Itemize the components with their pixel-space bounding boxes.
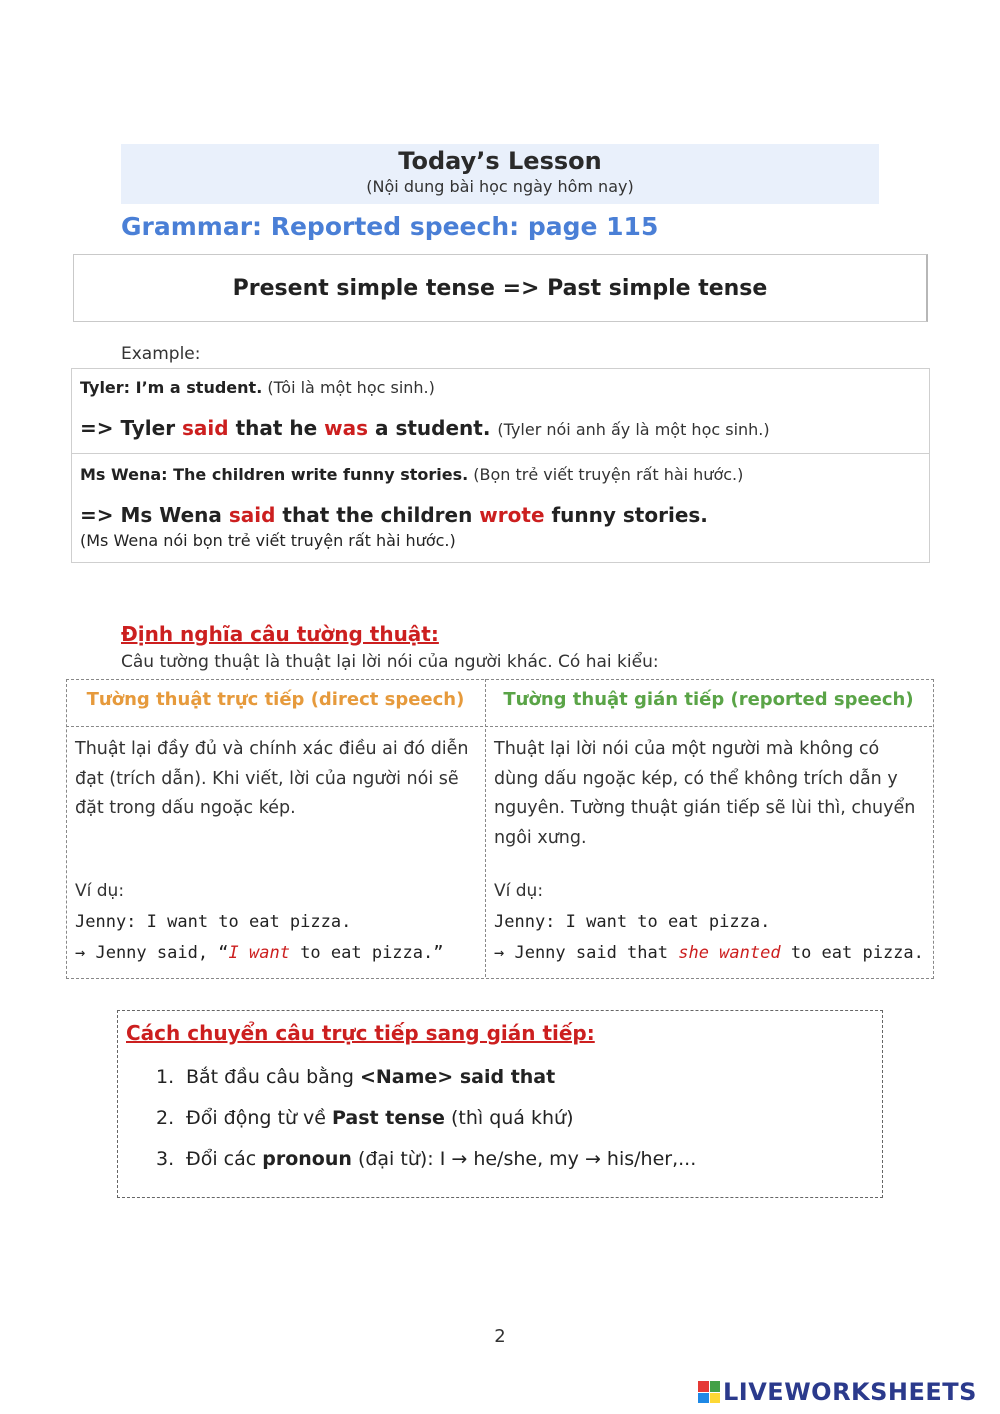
reported-speech-description: Thuật lại lời nói của một người mà không có dùng dấu ngoặc kép, có thể không trích dẫn y nguyên. Tường thuật gián tiếp sẽ lùi thì, chuyển ngôi xưng. — [494, 739, 916, 848]
tense-rule: Present simple tense => Past simple tense — [232, 275, 768, 301]
example-direct-quote: Tyler: I’m a student. — [80, 378, 263, 397]
step-number: 3. — [156, 1148, 175, 1170]
example-text: to eat pizza. — [780, 943, 924, 963]
example-reported-text: that he — [228, 416, 325, 440]
step-text: (đại từ): I → he/she, my → his/her,... — [351, 1148, 697, 1170]
definition-intro: Câu tường thuật là thuật lại lời nói của người khác. Có hai kiểu: — [121, 652, 659, 672]
example-reported-note: (Tyler nói anh ấy là một học sinh.) — [497, 420, 770, 439]
brand-name: LIVEWORKSHEETS — [723, 1378, 977, 1406]
step-keyword: Past tense — [332, 1107, 445, 1129]
brand-icon — [698, 1381, 720, 1403]
step-keyword: <Name> said that — [359, 1066, 556, 1088]
example-label: Example: — [121, 344, 201, 364]
example-text: → Jenny said that — [494, 943, 679, 963]
step-item — [156, 1066, 555, 1088]
example-reported-text: funny stories. — [544, 503, 708, 527]
step-text: (thì quá khứ) — [444, 1107, 574, 1129]
reported-speech-header: Tường thuật gián tiếp (reported speech) — [503, 689, 914, 710]
highlight-word: wrote — [479, 503, 545, 527]
example-text: to eat pizza.” — [289, 943, 444, 963]
example-reported — [80, 500, 921, 530]
reported-example-label: Ví dụ: — [494, 881, 544, 901]
direct-example-label: Ví dụ: — [75, 881, 125, 901]
highlight-word: was — [324, 416, 369, 440]
direct-example-result — [75, 943, 443, 963]
tense-rule-box — [73, 254, 928, 322]
example-reported-note: (Ms Wena nói bọn trẻ viết truyện rất hài hước.) — [80, 531, 456, 550]
example-text: → Jenny said, “ — [75, 943, 229, 963]
example-row — [72, 369, 929, 454]
step-number: 2. — [156, 1107, 175, 1129]
example-direct-note: (Tôi là một học sinh.) — [267, 378, 435, 397]
example-row — [72, 454, 929, 562]
example-reported — [80, 413, 921, 445]
direct-example-line: Jenny: I want to eat pizza. — [75, 912, 352, 932]
highlight-word: said — [228, 503, 276, 527]
page-number: 2 — [494, 1326, 506, 1347]
highlight-word: said — [182, 416, 229, 440]
example-reported-text: that the children — [275, 503, 480, 527]
liveworksheets-logo — [698, 1378, 977, 1406]
lesson-title: Today’s Lesson — [398, 147, 602, 175]
example-direct — [80, 375, 921, 401]
example-direct-quote: Ms Wena: The children write funny stories. — [80, 465, 469, 484]
lesson-header — [121, 144, 879, 204]
direct-speech-description: Thuật lại đầy đủ và chính xác điều ai đó diễn đạt (trích dẫn). Khi viết, lời của người nói sẽ đặt trong dấu ngoặc kép. — [75, 739, 469, 818]
reported-example-line: Jenny: I want to eat pizza. — [494, 912, 771, 932]
step-keyword: pronoun — [262, 1148, 352, 1170]
example-reported-text: => Tyler — [80, 416, 183, 440]
example-table — [71, 368, 930, 563]
step-text: Bắt đầu câu bằng — [186, 1066, 360, 1088]
direct-speech-header: Tường thuật trực tiếp (direct speech) — [86, 689, 465, 710]
highlight-word: she wanted — [678, 943, 781, 963]
example-direct-note: (Bọn trẻ viết truyện rất hài hước.) — [473, 465, 744, 484]
step-number: 1. — [156, 1066, 175, 1088]
step-item — [156, 1107, 573, 1129]
reported-example-result — [494, 943, 924, 963]
lesson-subtitle: (Nội dung bài học ngày hôm nay) — [366, 177, 634, 196]
definition-title: Định nghĩa câu tường thuật: — [121, 622, 439, 646]
example-reported-text: => Ms Wena — [80, 503, 229, 527]
conversion-steps-title: Cách chuyển câu trực tiếp sang gián tiếp: — [126, 1021, 595, 1045]
row-divider — [66, 726, 932, 727]
example-reported-text: a student. — [368, 416, 491, 440]
example-direct — [80, 462, 921, 488]
grammar-title: Grammar: Reported speech: page 115 — [121, 212, 659, 241]
step-text: Đổi động từ về — [186, 1107, 332, 1129]
step-item — [156, 1148, 696, 1170]
highlight-word: I want — [228, 943, 290, 963]
step-text: Đổi các — [186, 1148, 263, 1170]
column-divider — [485, 679, 486, 977]
